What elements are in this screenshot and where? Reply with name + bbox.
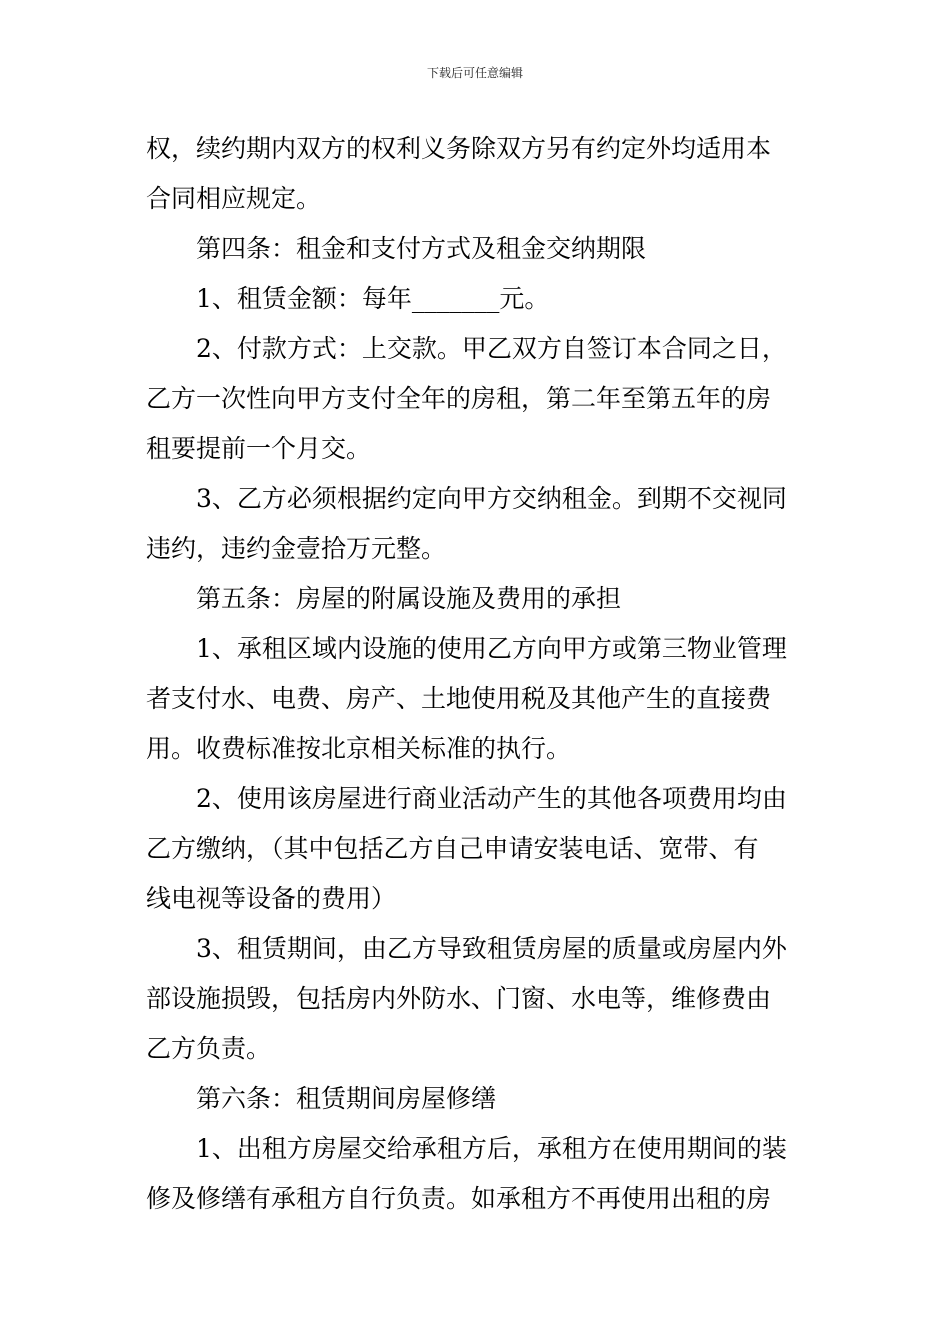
text-line: 修及修缮有承租方自行负责。如承租方不再使用出租的房 — [146, 1184, 772, 1213]
text-line: 违约，违约金壹拾万元整。 — [146, 534, 447, 563]
document-body — [146, 124, 806, 1224]
text-line: 3、乙方必须根据约定向甲方交纳租金。到期不交视同 — [196, 484, 787, 513]
text-line: 乙方一次性向甲方支付全年的房租，第二年至第五年的房 — [146, 384, 772, 413]
section-heading: 第五条：房屋的附属设施及费用的承担 — [196, 584, 622, 613]
text-line: 用。收费标准按北京相关标准的执行。 — [146, 734, 572, 763]
text-line: 线电视等设备的费用） — [146, 884, 397, 913]
text-line: 1、租赁金额：每年_______元。 — [196, 284, 550, 313]
text-line: 部设施损毁，包括房内外防水、门窗、水电等，维修费由 — [146, 984, 772, 1013]
text-line: 者支付水、电费、房产、土地使用税及其他产生的直接费 — [146, 684, 772, 713]
text-line: 权，续约期内双方的权利义务除双方另有约定外均适用本 — [146, 134, 772, 163]
text-line: 合同相应规定。 — [146, 184, 322, 213]
text-line: 2、使用该房屋进行商业活动产生的其他各项费用均由 — [196, 784, 787, 813]
text-line: 2、付款方式：上交款。甲乙双方自签订本合同之日， — [196, 334, 787, 363]
text-line: 1、出租方房屋交给承租方后，承租方在使用期间的装 — [196, 1134, 787, 1163]
text-line: 租要提前一个月交。 — [146, 434, 372, 463]
text-line: 乙方负责。 — [146, 1034, 272, 1063]
text-line: 乙方缴纳，（其中包括乙方自己申请安装电话、宽带、有 — [146, 834, 759, 863]
text-line: 3、租赁期间，由乙方导致租赁房屋的质量或房屋内外 — [196, 934, 787, 963]
section-heading: 第四条：租金和支付方式及租金交纳期限 — [196, 234, 647, 263]
text-line: 1、承租区域内设施的使用乙方向甲方或第三物业管理 — [196, 634, 787, 663]
page-header: 下载后可任意编辑 — [426, 66, 523, 80]
section-heading: 第六条：租赁期间房屋修缮 — [196, 1084, 497, 1113]
